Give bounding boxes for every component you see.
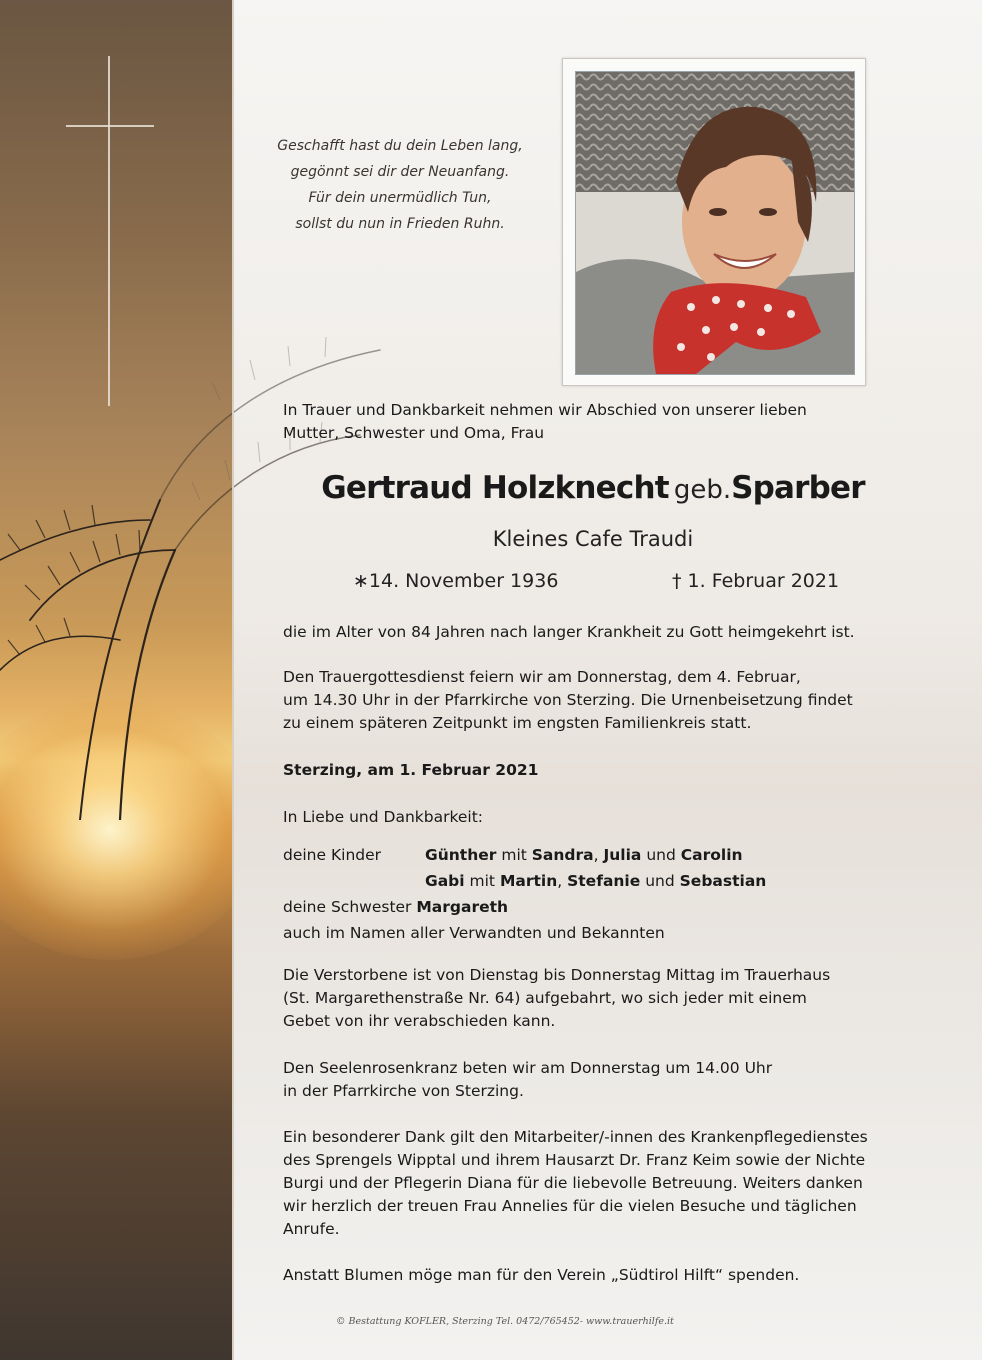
age-paragraph: die im Alter von 84 Jahren nach langer Krankheit zu Gott heimgekehrt ist. xyxy=(283,623,855,641)
family-list xyxy=(283,842,766,946)
text-line: Anrufe. xyxy=(283,1220,340,1238)
text-line: Den Trauergottesdienst feiern wir am Donnerstag, dem 4. Februar, xyxy=(283,668,801,686)
intro-line: In Trauer und Dankbarkeit nehmen wir Abschied von unserer lieben xyxy=(283,401,807,419)
verse-line: gegönnt sei dir der Neuanfang. xyxy=(290,164,510,180)
deceased-name xyxy=(283,470,903,506)
text-line: um 14.30 Uhr in der Pfarrkirche von Sterzing. Die Urnenbeisetzung findet xyxy=(283,691,853,709)
text-line: Burgi und der Pflegerin Diana für die liebevolle Betreuung. Weiters danken xyxy=(283,1174,863,1192)
text-line: Gebet von ihr verabschieden kann. xyxy=(283,1012,556,1030)
family-row: Gabi mit Martin, Stefanie und Sebastian xyxy=(425,872,767,890)
grandchild-name: Sebastian xyxy=(679,872,767,890)
connector: mit xyxy=(469,872,496,890)
text-line: Den Seelenrosenkranz beten wir am Donnerstag um 14.00 Uhr xyxy=(283,1059,773,1077)
memorial-verse xyxy=(250,133,550,237)
connector: mit xyxy=(501,846,527,864)
kids-label: deine Kinder xyxy=(283,846,382,864)
business-name: Kleines Cafe Traudi xyxy=(492,527,694,551)
child-name: Günther xyxy=(425,846,497,864)
love-line: In Liebe und Dankbarkeit: xyxy=(283,808,484,826)
connector: und xyxy=(646,846,676,864)
text-line: Die Verstorbene ist von Dienstag bis Donnerstag Mittag im Trauerhaus xyxy=(283,966,831,984)
cross-symbol-bar xyxy=(66,125,154,127)
grandchild-name: Martin xyxy=(499,872,558,890)
maiden-name: Sparber xyxy=(731,470,865,506)
grandchild-name: Sandra xyxy=(531,846,594,864)
sister-name: Margareth xyxy=(416,898,509,916)
intro-line: Mutter, Schwester und Oma, Frau xyxy=(283,424,545,442)
text-line: Ein besonderer Dank gilt den Mitarbeiter/-innen des Krankenpflegedienstes xyxy=(283,1128,868,1146)
service-paragraph xyxy=(283,666,923,735)
family-row xyxy=(283,894,766,920)
text-line: wir herzlich der treuen Frau Annelies für die vielen Besuche und täglichen xyxy=(283,1197,857,1215)
text-line: des Sprengels Wipptal und ihrem Hausarzt Dr. Franz Keim sowie der Nichte xyxy=(283,1151,866,1169)
verse-line: Geschafft hast du dein Leben lang, xyxy=(277,138,523,154)
wake-paragraph xyxy=(283,964,923,1033)
grandchild-name: Carolin xyxy=(680,846,743,864)
grandchild-name: Stefanie xyxy=(567,872,641,890)
relatives-line: auch im Namen aller Verwandten und Bekannten xyxy=(283,924,665,942)
sister-label: deine Schwester xyxy=(283,898,412,916)
portrait-frame xyxy=(562,58,866,386)
text-line: (St. Margarethenstraße Nr. 64) aufgebahrt, wo sich jeder mit einem xyxy=(283,989,807,1007)
text-line: in der Pfarrkirche von Sterzing. xyxy=(283,1082,524,1100)
verse-line: Für dein unermüdlich Tun, xyxy=(308,190,492,206)
place-date: Sterzing, am 1. Februar 2021 xyxy=(283,761,539,779)
family-row: deine Kinder Günther mit Sandra, Julia und Carolin xyxy=(283,842,766,868)
death-date: † 1. Februar 2021 xyxy=(672,570,840,592)
birth-date: ∗14. November 1936 xyxy=(353,570,559,592)
nee-label: geb. xyxy=(673,475,732,505)
rosary-paragraph xyxy=(283,1057,923,1103)
child-name: Gabi xyxy=(425,872,465,890)
connector: und xyxy=(645,872,675,890)
grandchild-name: Julia xyxy=(603,846,642,864)
thanks-paragraph xyxy=(283,1126,923,1241)
portrait-photo xyxy=(575,71,855,375)
footer-credit: © Bestattung KOFLER, Sterzing Tel. 0472/765452- www.trauerhilfe.it xyxy=(336,1316,674,1327)
text-line: zu einem späteren Zeitpunkt im engsten Familienkreis statt. xyxy=(283,714,752,732)
intro-text xyxy=(283,399,883,445)
verse-line: sollst du nun in Frieden Ruhn. xyxy=(295,216,505,232)
donation-note: Anstatt Blumen möge man für den Verein „Südtirol Hilft“ spenden. xyxy=(283,1266,800,1284)
panel-divider xyxy=(232,0,234,1360)
full-name: Gertraud Holzknecht xyxy=(321,470,669,506)
cross-symbol xyxy=(108,56,110,406)
